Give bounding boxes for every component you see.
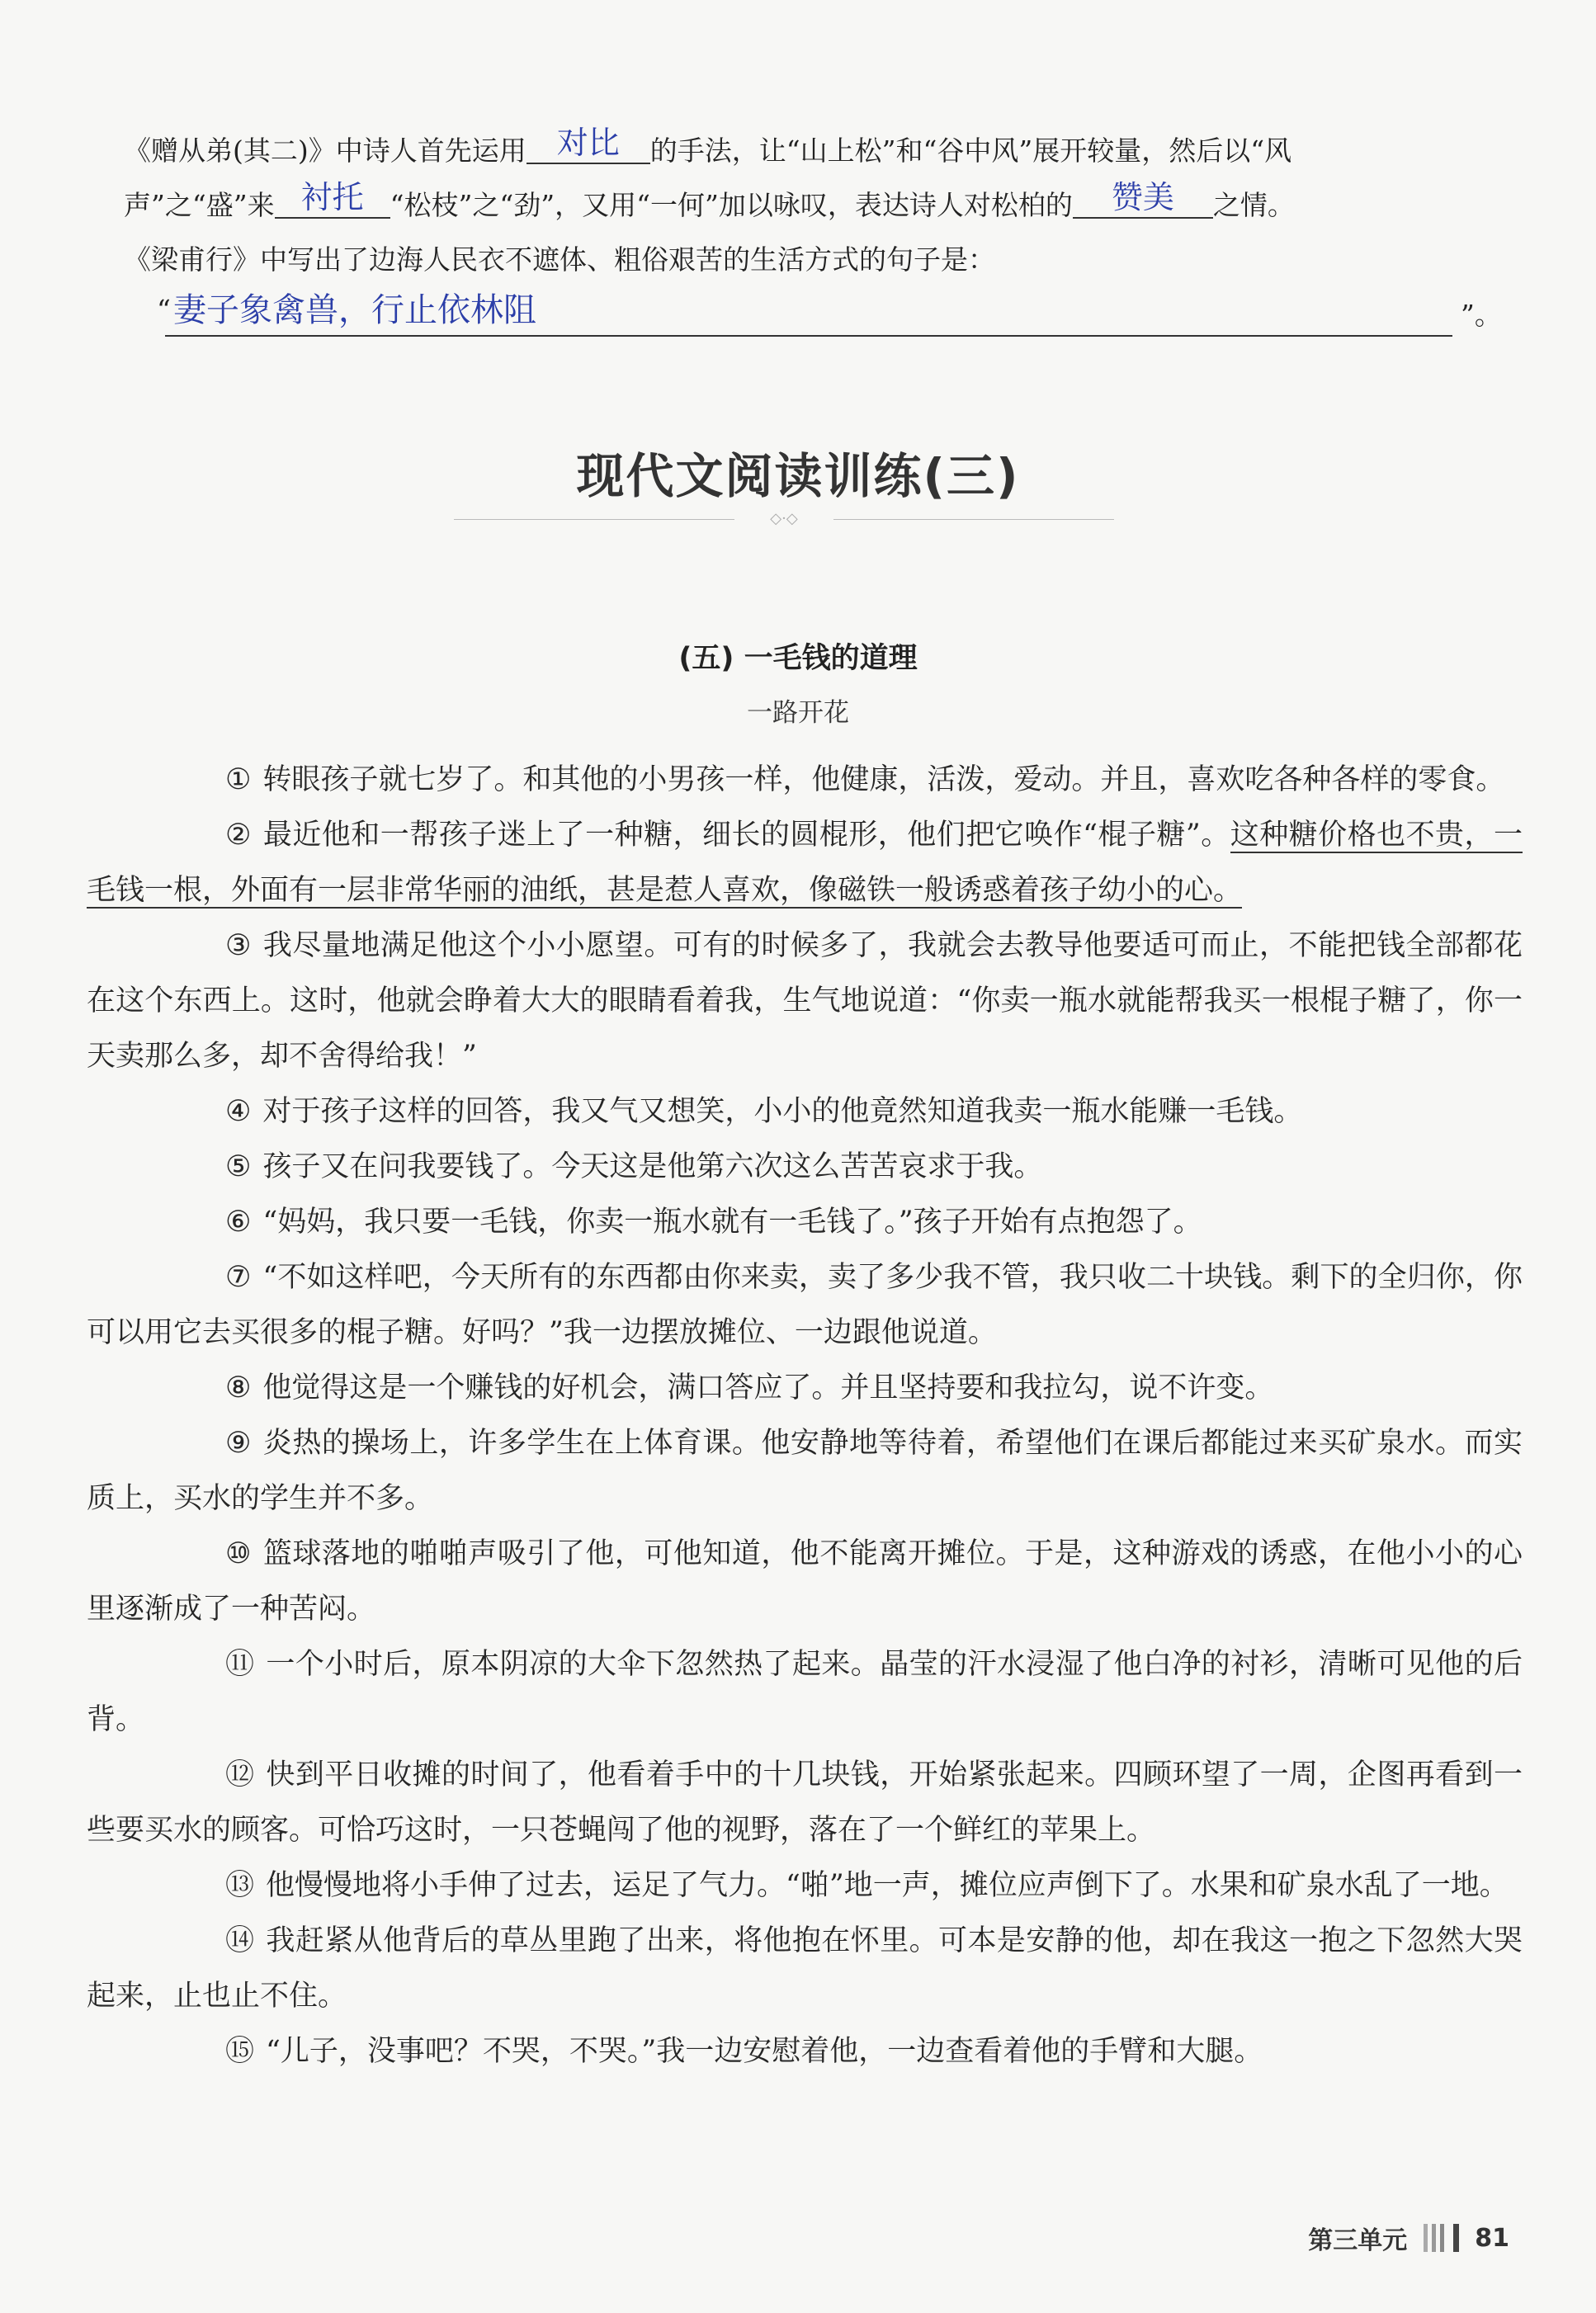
paragraph-11 bbox=[87, 1637, 1523, 1748]
paragraph-number: ⑥ bbox=[225, 1206, 252, 1239]
paragraph-number: ③ bbox=[225, 929, 252, 962]
exercise-text: 《梁甫行》中写出了边海人民衣不遮体、粗俗艰苦的生活方式的句子是： bbox=[124, 243, 995, 276]
paragraph-text: 我赶紧从他背后的草丛里跑了出来，将他抱在怀里。可本是安静的他，却在我这一抱之下忽然大哭起来，止也止不住。 bbox=[87, 1924, 1523, 2013]
paragraph-number: ⑪ bbox=[225, 1648, 255, 1681]
paragraph-6 bbox=[87, 1195, 1523, 1250]
paragraph-text: 我尽量地满足他这个小小愿望。可有的时候多了，我就会去教导他要适可而止，不能把钱全部都花在这个东西上。这时，他就会睁着大大的眼睛看着我，生气地说道：“你卖一瓶水就能帮我买一根棍子糖了，你一天卖那么多，却不舍得给我！” bbox=[87, 929, 1523, 1073]
paragraph-13 bbox=[87, 1858, 1523, 1914]
paragraph-number: ⑨ bbox=[225, 1427, 252, 1460]
paragraph-text: “不如这样吧，今天所有的东西都由你来卖，卖了多少我不管，我只收二十块钱。剩下的全归你，你可以用它去买很多的棍子糖。好吗？”我一边摆放摊位、一边跟他说道。 bbox=[87, 1261, 1523, 1349]
underlined-sentence: 这种糖价格也不贵，一毛钱一根，外面有一层非常华丽的油纸，甚是惹人喜欢，像磁铁一般诱惑着孩子幼小的心。 bbox=[87, 819, 1523, 907]
paragraph-12 bbox=[87, 1748, 1523, 1858]
paragraph-number: ① bbox=[225, 763, 252, 796]
paragraph-number: ⑮ bbox=[225, 2035, 255, 2068]
paragraph-number: ⑫ bbox=[225, 1758, 255, 1791]
paragraph-number: ⑭ bbox=[225, 1924, 255, 1957]
paragraph-14 bbox=[87, 1914, 1523, 2024]
paragraph-2 bbox=[87, 808, 1523, 918]
article-body bbox=[87, 753, 1523, 2079]
fill-in-exercise bbox=[124, 124, 1510, 287]
divider-ornament: ◇·◇ bbox=[770, 510, 798, 527]
exercise-text: 声”之“盛”来 bbox=[124, 189, 275, 221]
paragraph-10 bbox=[87, 1527, 1523, 1637]
paragraph-text: 转眼孩子就七岁了。和其他的小男孩一样，他健康，活泼，爱动。并且，喜欢吃各种各样的零食。 bbox=[262, 763, 1505, 796]
paragraph-text: “儿子，没事吧？不哭，不哭。”我一边安慰着他，一边查看着他的手臂和大腿。 bbox=[266, 2035, 1263, 2068]
article-title: (五) 一毛钱的道理 bbox=[678, 642, 918, 675]
section-title: 现代文阅读训练(三) bbox=[576, 448, 1020, 504]
paragraph-number: ⑬ bbox=[225, 1869, 255, 1902]
paragraph-1 bbox=[87, 753, 1523, 808]
paragraph-number: ⑩ bbox=[225, 1537, 252, 1570]
paragraph-7 bbox=[87, 1250, 1523, 1361]
paragraph-4 bbox=[87, 1084, 1523, 1140]
divider-line-right bbox=[833, 519, 1114, 520]
exercise-text: “松枝”之“劲”，又用“一何”加以咏叹，表达诗人对松柏的 bbox=[390, 189, 1073, 221]
exercise-text: 之情。 bbox=[1212, 189, 1295, 221]
paragraph-number: ② bbox=[225, 819, 252, 852]
paragraph-number: ⑧ bbox=[225, 1371, 252, 1404]
page-number: 81 bbox=[1475, 2223, 1509, 2253]
paragraph-number: ⑤ bbox=[225, 1150, 252, 1183]
paragraph-9 bbox=[87, 1416, 1523, 1527]
paragraph-3 bbox=[87, 918, 1523, 1084]
unit-label: 第三单元 bbox=[1308, 2226, 1408, 2255]
exercise-text: 《赠从弟(其二)》中诗人首先运用 bbox=[124, 135, 526, 167]
paragraph-text: 他觉得这是一个赚钱的好机会，满口答应了。并且坚持要和我拉勾，说不许变。 bbox=[262, 1371, 1274, 1404]
paragraph-text: 最近他和一帮孩子迷上了一种糖，细长的圆棍形，他们把它唤作“棍子糖”。 bbox=[262, 819, 1230, 852]
open-quote: “ bbox=[157, 294, 171, 326]
paragraph-text: 他慢慢地将小手伸了过去，运足了气力。“啪”地一声，摊位应声倒下了。水果和矿泉水乱了一地。 bbox=[266, 1869, 1509, 1902]
exercise-text: 的手法，让“山上松”和“谷中风”展开较量，然后以“风 bbox=[649, 135, 1292, 167]
handwritten-answer: 妻子象禽兽，行止依林阻 bbox=[165, 289, 1452, 337]
paragraph-text: “妈妈，我只要一毛钱，你卖一瓶水就有一毛钱了。”孩子开始有点抱怨了。 bbox=[262, 1206, 1202, 1239]
paragraph-text: 炎热的操场上，许多学生在上体育课。他安静地等待着，希望他们在课后都能过来买矿泉水。而实质上，买水的学生并不多。 bbox=[87, 1427, 1523, 1515]
page-footer bbox=[1308, 2220, 1509, 2256]
paragraph-text: 篮球落地的啪啪声吸引了他，可他知道，他不能离开摊位。于是，这种游戏的诱惑，在他小小的心里逐渐成了一种苦闷。 bbox=[87, 1537, 1523, 1626]
decorative-bars-icon bbox=[1424, 2224, 1461, 2252]
paragraph-text: 孩子又在问我要钱了。今天这是他第六次这么苦苦哀求于我。 bbox=[262, 1150, 1043, 1183]
answer-blank-3: 赞美 bbox=[1073, 177, 1213, 219]
paragraph-number: ⑦ bbox=[225, 1261, 252, 1294]
paragraph-text: 对于孩子这样的回答，我又气又想笑，小小的他竟然知道我卖一瓶水能赚一毛钱。 bbox=[262, 1095, 1303, 1128]
close-quote: ”。 bbox=[1461, 299, 1502, 331]
paragraph-number: ④ bbox=[225, 1095, 252, 1128]
paragraph-8 bbox=[87, 1361, 1523, 1416]
answer-blank-1: 对比 bbox=[526, 123, 650, 164]
paragraph-text: 快到平日收摊的时间了，他看着手中的十几块钱，开始紧张起来。四顾环望了一周，企图再看到一些要买水的顾客。可恰巧这时，一只苍蝇闯了他的视野，落在了一个鲜红的苹果上。 bbox=[87, 1758, 1523, 1847]
article-author: 一路开花 bbox=[747, 698, 849, 728]
title-divider bbox=[454, 510, 1114, 527]
divider-line-left bbox=[454, 519, 734, 520]
exercise-line-1 bbox=[124, 124, 1510, 178]
exercise-line-2 bbox=[124, 178, 1510, 233]
answer-line bbox=[157, 289, 1502, 338]
paragraph-text: 一个小时后，原本阴凉的大伞下忽然热了起来。晶莹的汗水浸湿了他白净的衬衫，清晰可见他的后背。 bbox=[87, 1648, 1523, 1736]
exercise-line-3 bbox=[124, 233, 1510, 287]
answer-blank-2: 衬托 bbox=[275, 177, 390, 219]
paragraph-5 bbox=[87, 1140, 1523, 1195]
paragraph-15 bbox=[87, 2024, 1523, 2079]
